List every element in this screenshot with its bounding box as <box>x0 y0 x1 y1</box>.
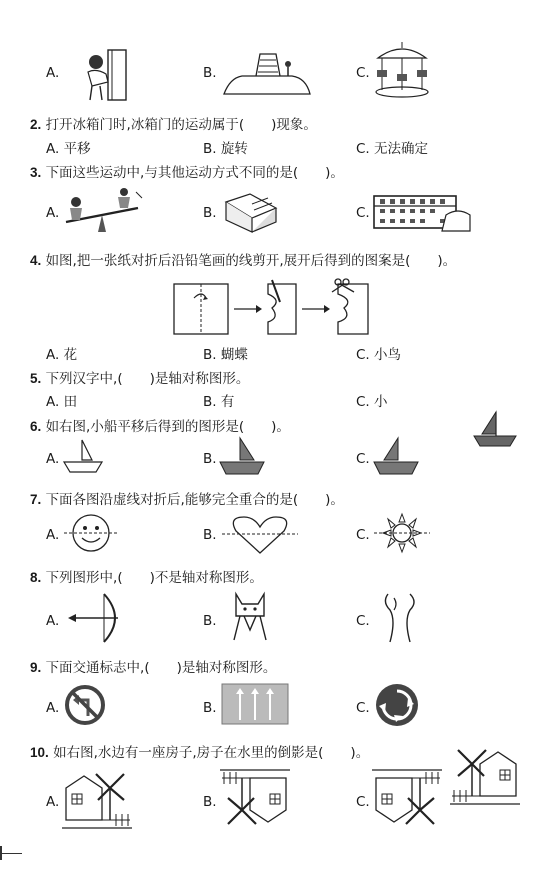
q10-reference-house <box>450 744 520 806</box>
page-footer-rule <box>0 853 22 854</box>
q9-figure-b-lane-sign <box>220 682 290 726</box>
q6-reference-boat <box>472 410 518 450</box>
q7-stem: 7. 下面各图沿虚线对折后,能够完全重合的是( )。 <box>30 492 344 508</box>
q1-option-c[interactable]: C. <box>356 65 370 81</box>
q4-stem: 4. 如图,把一张纸对折后沿铅笔画的线剪开,展开后得到的图案是( )。 <box>30 253 457 269</box>
q10-figure-a-house <box>62 768 132 830</box>
q9-figure-c-roundabout-sign <box>374 682 420 728</box>
q4-option-b[interactable]: B. 蝴蝶 <box>203 347 248 363</box>
q5-option-c[interactable]: C. 小 <box>356 394 388 410</box>
q3-option-b[interactable]: B. <box>203 205 217 221</box>
q3-stem: 3. 下面这些运动中,与其他运动方式不同的是( )。 <box>30 165 344 181</box>
q3-option-c[interactable]: C. <box>356 205 370 221</box>
q8-option-b[interactable]: B. <box>203 613 217 629</box>
q7-option-b[interactable]: B. <box>203 527 217 543</box>
q6-figure-c-boat <box>372 436 420 476</box>
q1-option-b[interactable]: B. <box>203 65 217 81</box>
q10-figure-c-reflection <box>372 768 442 830</box>
q9-option-c[interactable]: C. <box>356 700 370 716</box>
q7-option-c[interactable]: C. <box>356 527 370 543</box>
q7-figure-c-sun <box>372 510 432 556</box>
q10-option-a[interactable]: A. <box>46 794 60 810</box>
q8-figure-a-bow-arrow <box>66 592 124 644</box>
q8-option-c[interactable]: C. <box>356 613 370 629</box>
q2-option-c[interactable]: C. 无法确定 <box>356 141 429 157</box>
q4-folding-diagram <box>172 278 382 338</box>
q2-option-a[interactable]: A. 平移 <box>46 141 91 157</box>
q5-stem: 5. 下列汉字中,( )是轴对称图形。 <box>30 371 250 387</box>
q2-stem: 2. 打开冰箱门时,冰箱门的运动属于( )现象。 <box>30 117 317 133</box>
q7-figure-a-smiley <box>62 512 120 554</box>
q1-figure-a-window-push <box>78 48 130 102</box>
q4-option-a[interactable]: A. 花 <box>46 347 78 363</box>
q6-figure-a-boat <box>62 438 104 474</box>
q6-stem: 6. 如右图,小船平移后得到的图形是( )。 <box>30 419 290 435</box>
q9-figure-a-no-left-turn-sign <box>64 684 106 726</box>
q7-option-a[interactable]: A. <box>46 527 60 543</box>
q10-stem: 10. 如右图,水边有一座房子,房子在水里的倒影是( )。 <box>30 745 370 761</box>
q6-option-b[interactable]: B. <box>203 451 217 467</box>
q1-figure-c-carousel <box>372 40 432 100</box>
q6-option-a[interactable]: A. <box>46 451 60 467</box>
q6-figure-b-boat <box>218 436 266 476</box>
q7-figure-b-heart <box>220 513 300 555</box>
q1-figure-b-escalator <box>222 48 312 98</box>
q2-option-b[interactable]: B. 旋转 <box>203 141 248 157</box>
q1-option-a[interactable]: A. <box>46 65 60 81</box>
q3-figure-b-drawer <box>222 190 280 234</box>
q8-option-a[interactable]: A. <box>46 613 60 629</box>
q9-stem: 9. 下面交通标志中,( )是轴对称图形。 <box>30 660 277 676</box>
q5-option-a[interactable]: A. 田 <box>46 394 78 410</box>
q8-figure-b-cat <box>230 590 270 644</box>
q10-option-c[interactable]: C. <box>356 794 370 810</box>
q6-option-c[interactable]: C. <box>356 451 370 467</box>
q3-option-a[interactable]: A. <box>46 205 60 221</box>
q3-figure-a-seesaw <box>62 188 144 234</box>
q8-figure-c-vase <box>380 592 422 644</box>
q9-option-a[interactable]: A. <box>46 700 60 716</box>
q3-figure-c-abacus <box>372 193 472 233</box>
q4-option-c[interactable]: C. 小鸟 <box>356 347 402 363</box>
q10-option-b[interactable]: B. <box>203 794 217 810</box>
q9-option-b[interactable]: B. <box>203 700 217 716</box>
q10-figure-b-reflection <box>220 768 290 830</box>
q5-option-b[interactable]: B. 有 <box>203 394 235 410</box>
q8-stem: 8. 下列图形中,( )不是轴对称图形。 <box>30 570 263 586</box>
